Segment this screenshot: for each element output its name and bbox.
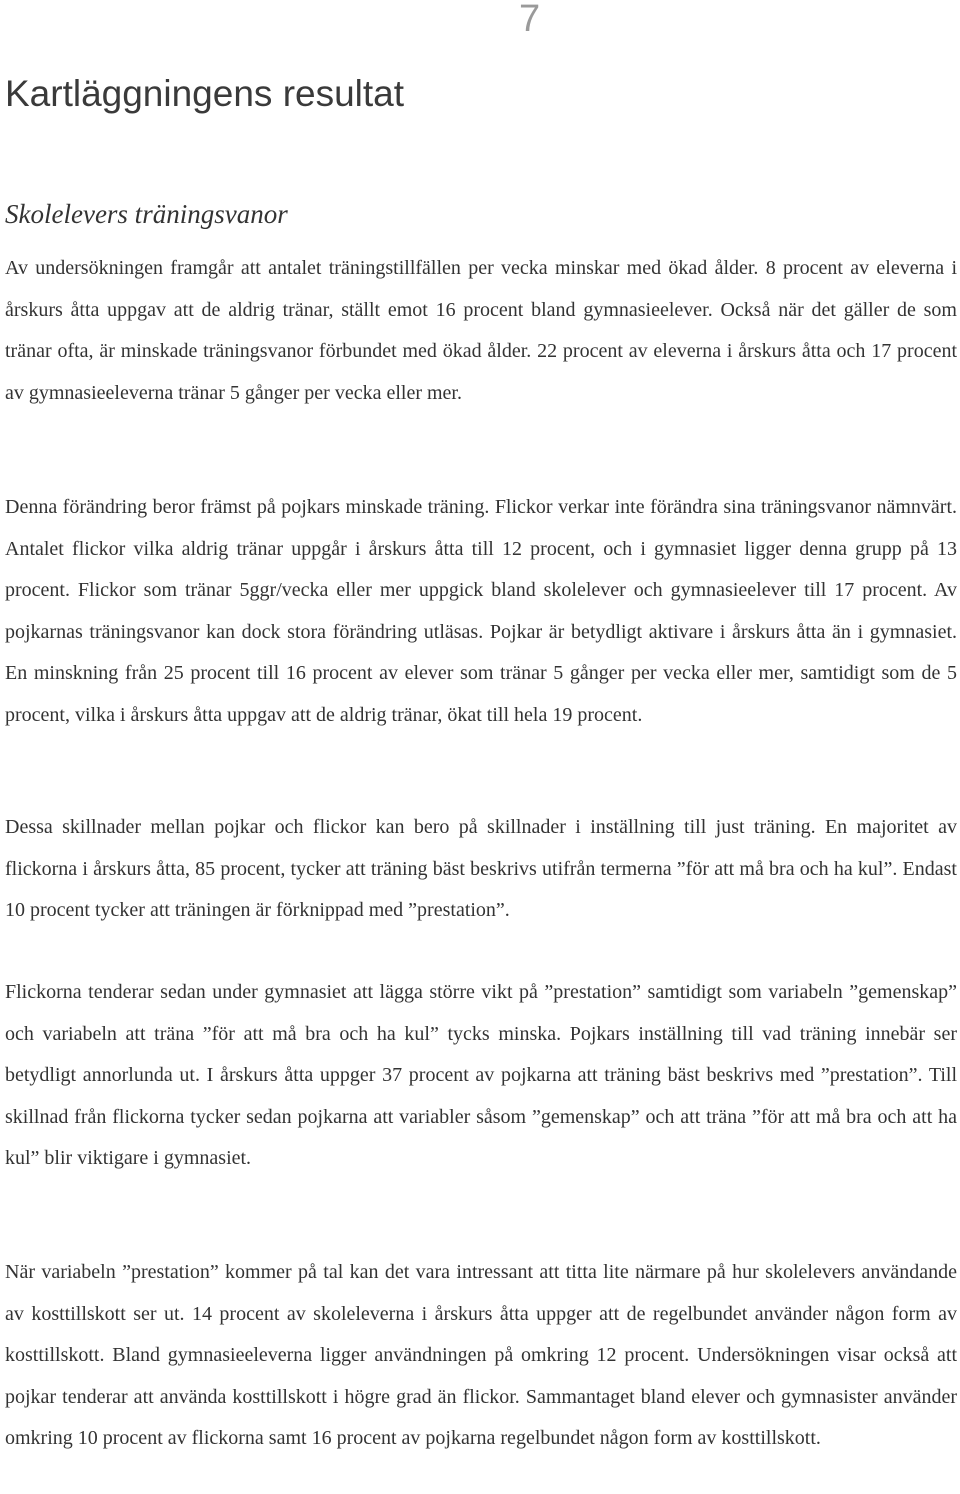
paragraph-training-frequency: Av undersökningen framgår att antalet träningstillfällen per vecka minskar med ökad ålder. 8 procent av eleverna i årskurs åtta uppgav att de aldrig tränar, ställt emot 16 procent bland gymnasieelever. Också när det gäller de som tränar ofta, är minskade träningsvanor förbundet med ökad ålder. 22 procent av eleverna i årskurs åtta och 17 procent av gymnasieeleverna tränar 5 gånger per vecka eller mer. [5,257,957,404]
paragraph-attitudes-change: Flickorna tenderar sedan under gymnasiet att lägga större vikt på ”prestation” samtidigt som variabeln ”gemenskap” och variabeln att träna ”för att må bra och ha kul” tycks minska. Pojkars inställning till vad träning innebär ser betydligt annorlunda ut. I årskurs åtta uppger 37 procent av pojkarna att träning bäst beskrivs med ”prestation”. Till skillnad från flickorna tycker sedan pojkarna att variabler såsom ”gemenskap” och att träna ”för att må bra och att ha kul” blir viktigare i gymnasiet. [5,981,957,1170]
paragraph-attitudes-girls: Dessa skillnader mellan pojkar och flickor kan bero på skillnader i inställning till just träning. En majoritet av flickorna i årskurs åtta, 85 procent, tycker att träning bäst beskrivs utifrån termerna ”för att må bra och ha kul”. Endast 10 procent tycker att träningen är förknippad med ”prestation”. [5,816,957,922]
page-number: 7 [519,0,541,40]
paragraph-gender-differences: Denna förändring beror främst på pojkars minskade träning. Flickor verkar inte förändra sina träningsvanor nämnvärt. Antalet flickor vilka aldrig tränar uppgår i årskurs åtta till 12 procent, och i gymnasiet ligger denna grupp på 13 procent. Flickor som tränar 5ggr/vecka eller mer uppgick bland skolelever och gymnasieelever till 17 procent. Av pojkarnas träningsvanor kan dock stora förändring utläsas. Pojkar är betydligt aktivare i årskurs åtta än i gymnasiet. En minskning från 25 procent till 16 procent av elever som tränar 5 gånger per vecka eller mer, samtidigt som de 5 procent, vilka i årskurs åtta uppgav att de aldrig tränar, ökat till hela 19 procent. [5,496,957,726]
page-title: Kartläggningens resultat [5,73,405,114]
paragraph-supplements: När variabeln ”prestation” kommer på tal kan det vara intressant att titta lite närmare på hur skolelevers användande av kosttillskott ser ut. 14 procent av skoleleverna i årskurs åtta uppger att de regelbundet använder någon form av kosttillskott. Bland gymnasieeleverna ligger användningen på omkring 12 procent. Undersökningen visar också att pojkar tenderar att använda kosttillskott i högre grad än flickor. Sammantaget bland elever och gymnasister använder omkring 10 procent av flickorna samt 16 procent av pojkarna regelbundet någon form av kosttillskott. [5,1261,957,1450]
section-heading: Skolelevers träningsvanor [5,199,288,229]
